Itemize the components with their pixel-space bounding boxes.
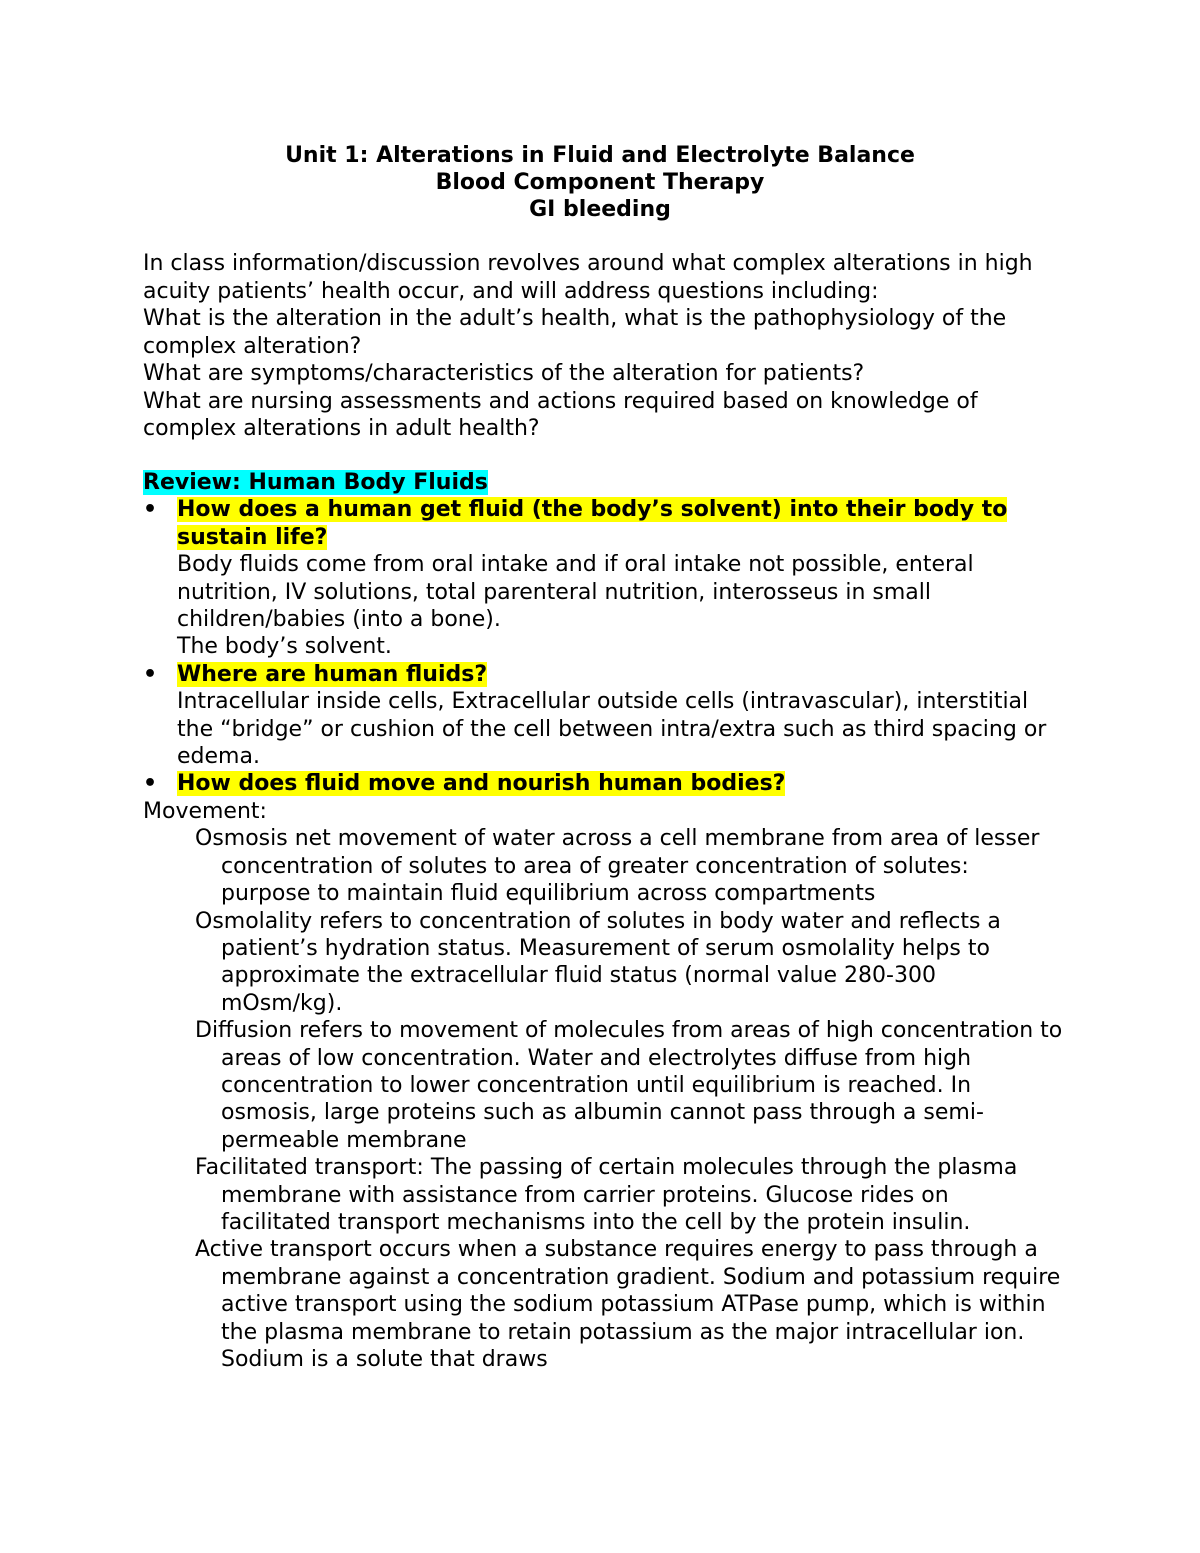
review-heading (143, 469, 1063, 496)
document-title-block (0, 142, 1200, 223)
bullet-question (143, 770, 1063, 797)
intro-question: What are nursing assessments and actions required based on knowledge of complex alterations in adult health? (143, 388, 978, 441)
intro-question: What are symptoms/characteristics of the alteration for patients? (143, 361, 865, 386)
bullet-icon: • (143, 661, 158, 687)
review-section (143, 469, 1063, 1373)
answer-text: The body’s solvent. (177, 634, 392, 660)
answer-block (143, 551, 1063, 661)
question-text: How does fluid move and nourish human bodies? (177, 771, 786, 797)
bullet-question (143, 496, 1063, 551)
movement-active-transport: Active transport occurs when a substance requires energy to pass through a membrane against a concentration gradient. Sodium and potassium require active transport using the sodium potassium ATPase pump, which is within the plasma membrane to retain potassium as the major intracellular ion. Sodium is a solute that draws (195, 1237, 1061, 1372)
intro-section (143, 250, 1063, 443)
intro-question: What is the alteration in the adult’s health, what is the pathophysiology of the complex alteration? (143, 306, 1007, 359)
title-subtopic: Blood Component Therapy (435, 170, 765, 195)
movement-diffusion: Diffusion refers to movement of molecules from areas of high concentration to areas of low concentration. Water and electrolytes diffuse from high concentration to lower concentration until equilibrium is reached. In osmosis, large proteins such as albumin cannot pass through a semi-permeable membrane (195, 1018, 1063, 1153)
question-text: Where are human fluids? (177, 661, 488, 687)
bullet-icon: • (143, 771, 158, 797)
answer-block (143, 688, 1063, 770)
answer-text: Intracellular inside cells, Extracellular outside cells (intravascular), interstitial the “bridge” or cushion of the cell between intra/extra such as third spacing or edema. (177, 689, 1047, 770)
movement-facilitated-transport: Facilitated transport: The passing of certain molecules through the plasma membrane with assistance from carrier proteins. Glucose rides on facilitated transport mechanisms into the cell by the protein insulin. (195, 1155, 1018, 1235)
intro-paragraph: In class information/discussion revolves around what complex alterations in high acuity patients’ health occur, and will address questions including: (143, 251, 1033, 304)
movement-list (143, 825, 1063, 1373)
review-heading-text: Review: Human Body Fluids (143, 470, 488, 495)
movement-osmosis: Osmosis net movement of water across a cell membrane from area of lesser concentration of solutes to area of greater concentration of solutes: purpose to maintain fluid equilibrium across compartments (195, 826, 1040, 907)
question-text: How does a human get fluid (the body’s solvent) into their body to sustain life? (177, 497, 1008, 550)
movement-osmolality: Osmolality refers to concentration of solutes in body water and reflects a patient’s hydration status. Measurement of serum osmolality helps to approximate the extracellular fluid status (normal value 280-300 mOsm/kg). (195, 908, 1001, 1016)
movement-label: Movement: (143, 798, 267, 824)
bullet-question (143, 661, 1063, 688)
title-unit: Unit 1: Alterations in Fluid and Electrolyte Balance (285, 143, 915, 168)
bullet-icon: • (143, 497, 158, 523)
answer-text: Body fluids come from oral intake and if oral intake not possible, enteral nutrition, IV solutions, total parenteral nutrition, interosseus in small children/babies (into a bone). (177, 552, 974, 633)
title-subtopic-2: GI bleeding (529, 197, 671, 222)
